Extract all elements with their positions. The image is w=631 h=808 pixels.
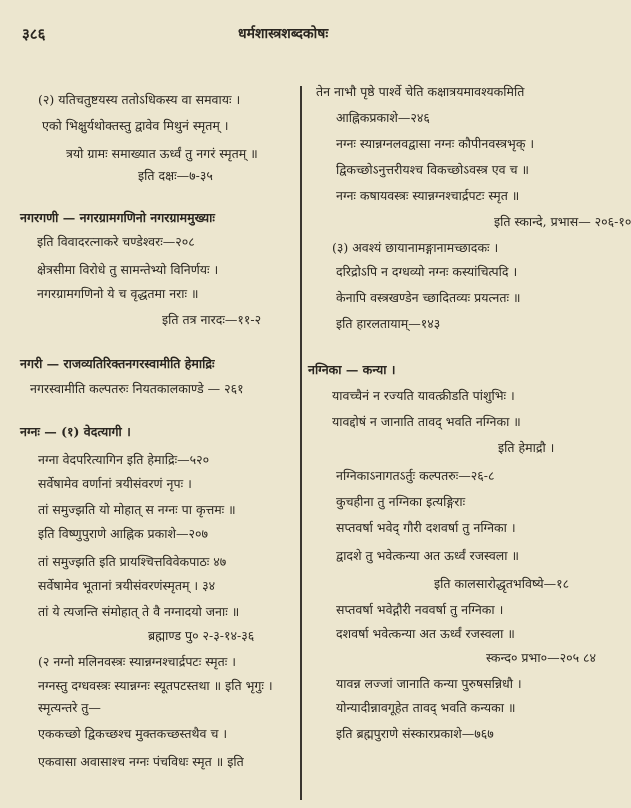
text-line: इति हारलतायाम्—१४३ [336, 316, 441, 331]
text-line: सर्वेषामेव वर्णानां त्रयीसंवरणं नृपः । [38, 476, 192, 491]
text-line: दरिद्रोऽपि न दग्धव्यो नग्नः कस्यांचित्पदि । [336, 264, 518, 279]
text-line: इति हेमाद्रौ । [498, 440, 555, 455]
text-line: आह्निकप्रकाशे—२४६ [336, 110, 430, 125]
text-line: तां ये त्यजन्ति संमोहात् ते वै नग्नादयो जनाः ॥ [38, 604, 240, 619]
text-line: (२) यतिचतुष्टयस्य ततोऽधिकस्य वा समवायः । [38, 92, 241, 107]
text-line: एकवासा अवासाश्च नग्नः पंचविधः स्मृत ॥ इति [38, 754, 244, 769]
text-line: द्वादशे तु भवेत्कन्या अत ऊर्ध्वं रजस्वला ॥ [336, 548, 519, 563]
text-line: कुचहीना तु नग्निका इत्यङ्गिराः [336, 494, 466, 509]
text-line: इति स्कान्दे, प्रभास— २०६-१० [494, 214, 631, 229]
entry-headword-line: नगरी — राजव्यतिरिक्तनगरस्वामीति हेमाद्रिः [20, 356, 215, 371]
text-line: केनापि वस्त्रखण्डेन च्छादितव्यः प्रयत्नतः ॥ [336, 290, 521, 305]
text-line: नग्नः स्यान्नग्नलवद्वासा नग्नः कौपीनवस्त्रभृक् । [336, 136, 535, 151]
text-line: इति तत्र नारदः—११-२ [162, 312, 262, 327]
text-line: त्रयो ग्रामः समाख्यात ऊर्ध्वं तु नगरं स्मृतम् ॥ [66, 146, 258, 161]
text-line: दशवर्षा भवेत्कन्या अत ऊर्ध्वं रजस्वला ॥ [336, 626, 515, 641]
text-line: योन्यादीन्नावगूहेत तावद् भवति कन्यका ॥ [336, 700, 516, 715]
text-line: स्मृत्यन्तरे तु— [38, 700, 101, 715]
text-line: क्षेत्रसीमा विरोधे तु सामन्तेभ्यो विनिर्णयः । [37, 262, 219, 277]
page-number: ३८६ [22, 25, 46, 43]
text-line: इति कालसारोद्धृतभविष्ये—१८ [434, 576, 570, 591]
text-line: ब्रह्माण्ड पु० २-३-१४-३६ [148, 628, 255, 643]
column-divider [300, 86, 302, 800]
text-line: नगरग्रामगणिनो ये च वृद्धतमा नराः ॥ [37, 286, 199, 301]
text-line: एककच्छो द्विकच्छश्च मुक्तकच्छस्तथैव च । [38, 726, 228, 741]
text-line: नग्नस्तु दग्धवस्त्रः स्यान्नग्नः स्यूतपटस्तथा ॥ इति भृगुः । [38, 678, 273, 693]
text-line: स्कन्द० प्रभा०—२०५ ८४ [486, 650, 597, 665]
text-line: सप्तवर्षा भवेद्गौरी नववर्षा तु नग्निका । [336, 602, 504, 617]
text-line: इति विवादरत्नाकरे चण्डेश्वरः—२०८ [37, 234, 195, 249]
entry-headword-line: नग्निका — कन्या । [308, 362, 396, 377]
text-line: द्विकच्छोऽनुत्तरीयश्च विकच्छोऽवस्त्र एव च ॥ [336, 162, 530, 177]
text-line: तेन नाभौ पृष्ठे पार्श्वे चेति कक्षात्रयमावश्यकमिति [316, 84, 525, 99]
text-line: इति ब्रह्मपुराणे संस्कारप्रकाशे—७६७ [336, 726, 494, 741]
text-line: सर्वेषामेव भूतानां त्रयीसंवरणंस्मृतम् । ३४ [38, 578, 216, 593]
text-line: नग्ना वेदपरित्यागिन इति हेमाद्रिः—५२० [38, 452, 210, 467]
page-header [0, 24, 600, 46]
text-line: तां समुज्झति इति प्रायश्चित्तविवेकपाठः ४७ [38, 554, 227, 569]
text-line: यावच्चैनं न रज्यति यावत्क्रीडति पांशुभिः । [332, 388, 515, 403]
text-line: (२ नग्नो मलिनवस्त्रः स्यान्नग्नश्चार्द्रपटः स्मृतः । [38, 654, 236, 669]
entry-headword-line: नगरगणी — नगरग्रामगणिनो नगरग्राममुख्याः [20, 210, 215, 225]
text-line: नगरस्वामीति कल्पतरुः नियतकालकाण्डे — २६१ [30, 381, 244, 396]
text-line: नग्निकाऽनागतऽर्तुः कल्पतरुः—२६-८ [336, 468, 495, 483]
page-title: धर्मशास्त्रशब्दकोषः [238, 26, 329, 42]
text-line: इति दक्षः—७-३५ [138, 168, 213, 183]
text-line: तां समुज्झति यो मोहात् स नग्नः पा कृत्तमः ॥ [38, 502, 236, 517]
text-line: सप्तवर्षा भवेद् गौरी दशवर्षा तु नग्निका । [336, 520, 516, 535]
text-line: नग्नः कषायवस्त्रः स्यान्नग्नश्चार्द्रपटः स्मृत ॥ [336, 188, 520, 203]
text-line: एको भिक्षुर्यथोक्तस्तु द्वावेव मिथुनं स्मृतम् । [42, 118, 229, 133]
entry-headword-line: नग्नः — (१) वेदत्यागी । [20, 424, 131, 439]
text-line: यावद्दोषं न जानाति तावद् भवति नग्निका ॥ [332, 414, 521, 429]
text-line: इति विष्णुपुराणे आह्निक प्रकाशे—२०७ [38, 526, 208, 541]
text-line: यावन्न लज्जां जानाति कन्या पुरुषसन्निधौ । [336, 676, 522, 691]
text-line: (३) अवश्यं छायानामङ्गानामच्छादकः । [332, 240, 499, 255]
